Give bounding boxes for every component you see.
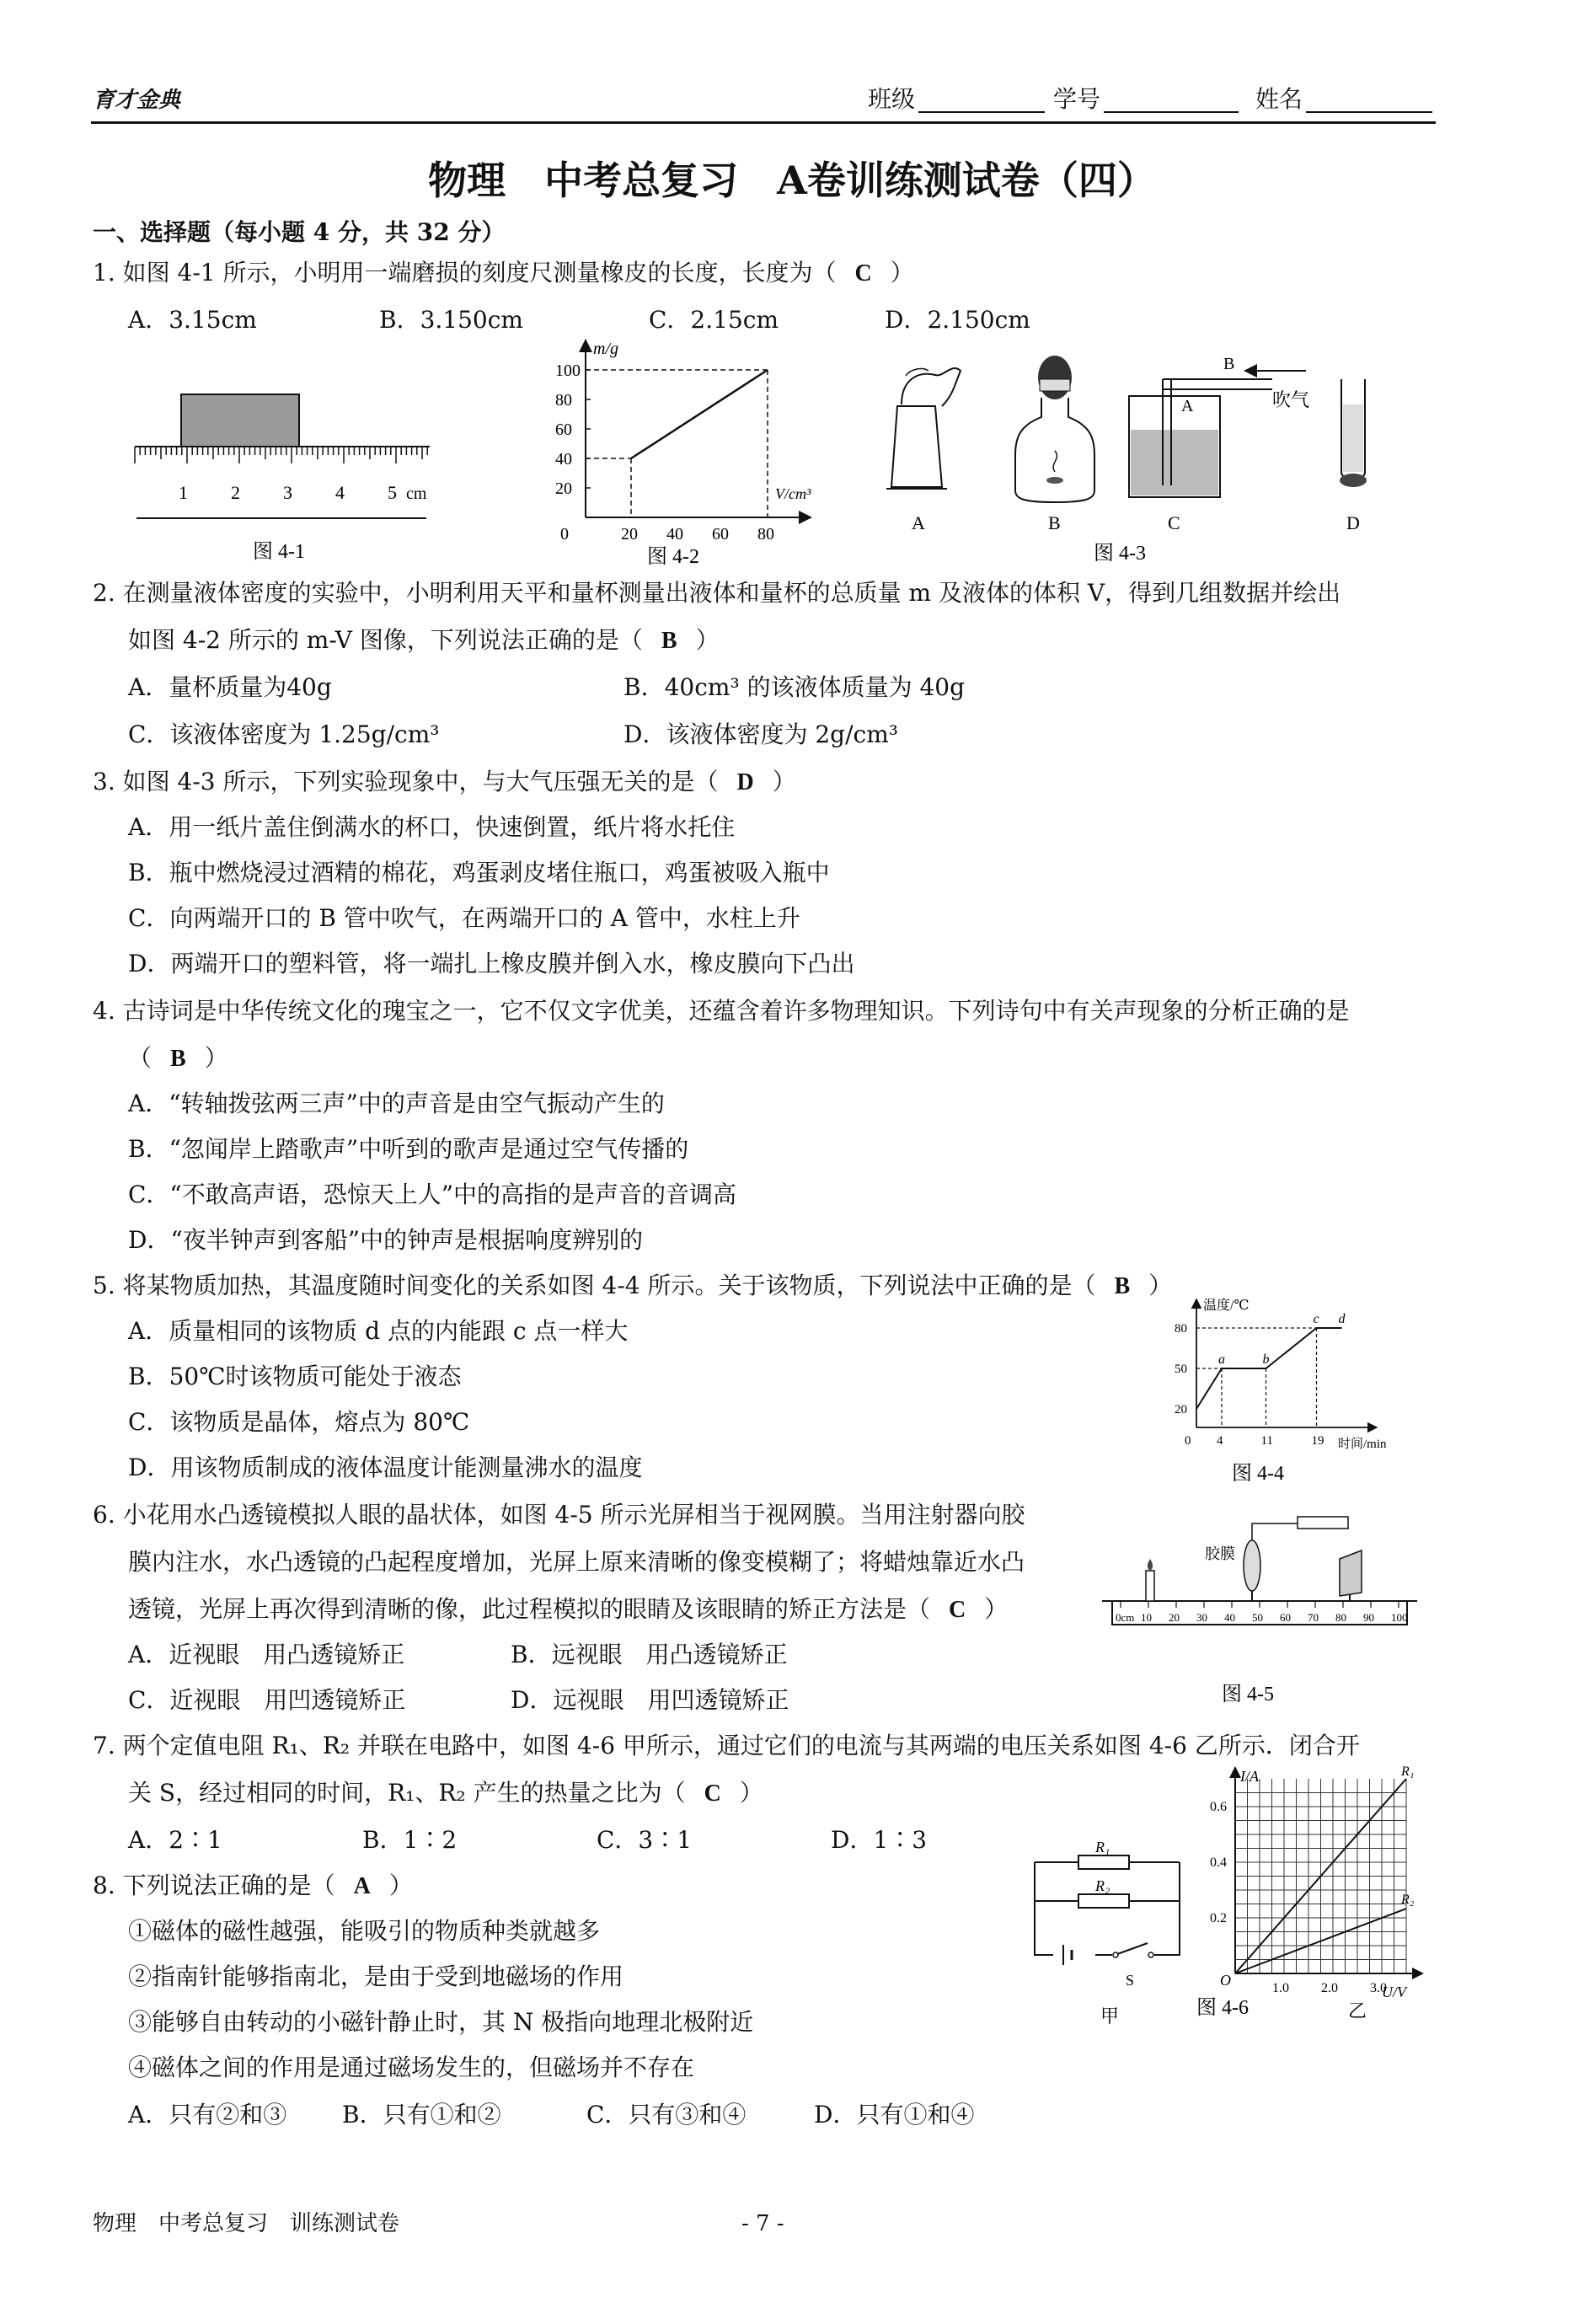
fig44-series-line [1196,1328,1342,1409]
fig46-ytick: 0.4 [1210,1855,1227,1870]
fig42-xtick: 60 [712,525,729,544]
fig44-point-label: d [1338,1312,1346,1326]
q1-stem: 1. 如图 4-1 所示，小明用一端磨损的刻度尺测量橡皮的长度，长度为（ C ） [93,259,914,286]
q5-option-a: A．质量相同的该物质 d 点的内能跟 c 点一样大 [128,1317,629,1345]
eraser [181,394,299,447]
q4-option-b: B．“忽闻岸上踏歌声”中听到的歌声是通过空气传播的 [128,1135,689,1163]
figure-4-5 [1095,1508,1424,1711]
q6-stem-line2: 膜内注水，水凸透镜的凸起程度增加，光屏上原来清晰的像变模糊了；将蜡烛靠近水凸 [128,1548,1025,1576]
fig44-point-label: c [1313,1312,1319,1326]
q6-stem-line3: 透镜，光屏上再次得到清晰的像，此过程模拟的眼睛及该眼睛的矫正方法是（ C ） [128,1595,1009,1623]
q5-stem: 5. 将某物质加热，其温度随时间变化的关系如图 4-4 所示。关于该物质，下列说法中正确的是（ B ） [93,1272,1173,1299]
fig46-ylabel: I/A [1240,1768,1259,1785]
fig46-xtick: 2.0 [1321,1981,1338,1995]
fig46-ytick: 0.2 [1210,1911,1227,1925]
q3-option-d: D．两端开口的塑料管，将一端扎上橡皮膜并倒入水，橡皮膜向下凸出 [128,950,855,977]
fig45-film-label: 胶膜 [1205,1545,1235,1562]
fig46-xtick: 1.0 [1272,1981,1289,1995]
q3-option-b: B．瓶中燃烧浸过酒精的棉花，鸡蛋剥皮堵住瓶口，鸡蛋被吸入瓶中 [128,859,830,886]
fig46-origin: O [1220,1972,1231,1989]
q2-stem-line2: 如图 4-2 所示的 m-V 图像，下列说法正确的是（ B ） [128,626,720,654]
page-title: 物理 中考总复习 A卷训练测试卷（四） [428,158,1156,203]
q4-stem-line1: 4. 古诗词是中华传统文化的瑰宝之一，它不仅文字优美，还蕴含着许多物理知识。下列诗句中有关声现象的分析正确的是 [93,997,1350,1025]
fig46-sub-b: 乙 [1348,2000,1367,2021]
q4-option-d: D．“夜半钟声到客船”中的钟声是根据响度辨别的 [128,1226,644,1254]
figure-4-1 [126,379,447,573]
circuit-r1: R₁ [1095,1839,1110,1855]
q7-option-c: C．3∶1 [597,1826,693,1854]
q5-option-b: B．50℃时该物质可能处于液态 [128,1363,462,1390]
q1-option-b: B．3.150cm [379,306,523,334]
bench-tick-label: 0cm [1116,1611,1135,1624]
q2-stem-line1: 2. 在测量液体密度的实验中，小明利用天平和量杯测量出液体和量杯的总质量 m 及液体的体积 V，得到几组数据并绘出 [93,579,1341,607]
bench-tick-label: 70 [1308,1611,1319,1624]
figure-4-5-caption: 图 4-5 [1222,1684,1274,1706]
fig44-ytick: 50 [1175,1363,1187,1376]
circuit-diagram [1035,1855,1180,1955]
fig44-xtick: 0 [1185,1434,1191,1448]
fig44-xlabel: 时间/min [1338,1438,1387,1451]
figure-4-2 [522,330,826,575]
bench-tick-label: 50 [1252,1611,1263,1624]
q8-statement-4: ④磁体之间的作用是通过磁场发生的，但磁场并不存在 [128,2054,695,2081]
q6-option-c: C．近视眼 用凹透镜矫正 [128,1686,406,1714]
bench-tick-label: 90 [1363,1611,1374,1624]
fig44-ytick: 80 [1175,1322,1187,1336]
water-lens [1244,1517,1348,1601]
q1-option-c: C．2.15cm [649,306,779,334]
fig42-ytick: 100 [555,361,581,380]
brand: 育才金典 [93,88,181,113]
q7-option-a: A．2∶1 [128,1826,222,1854]
figure-4-6-caption: 图 4-6 [1196,1997,1249,2019]
fig46-xlabel: U/V [1382,1984,1406,2000]
fig42-ytick: 80 [555,391,572,410]
fig43-a-cup [886,368,961,489]
fig44-point-label: b [1262,1352,1270,1367]
figure-4-3 [876,345,1415,573]
bench-tick-label: 10 [1141,1611,1152,1624]
q4-stem-line2: （ B ） [128,1044,228,1072]
q6-option-a: A．近视眼 用凸透镜矫正 [128,1641,405,1668]
bench-tick-label: 100 [1391,1611,1408,1624]
fig43-d-tube [1340,379,1367,487]
ruler-label-1: 1 [179,482,188,503]
fig46-ytick: 0.6 [1210,1800,1227,1814]
q7-option-d: D．1∶3 [831,1826,928,1854]
circuit-r2: R₂ [1095,1877,1110,1894]
q4-answer: B [170,1046,186,1072]
q6-option-d: D．远视眼 用凹透镜矫正 [511,1686,789,1714]
fig43-label-b: B [1048,512,1061,533]
q5-answer: B [1114,1273,1131,1299]
fig46-sub-a: 甲 [1100,2005,1120,2027]
figure-4-4-caption: 图 4-4 [1232,1463,1284,1485]
fig43-tube-a: A [1181,397,1194,415]
q2-option-b: B．40cm³ 的该液体质量为 40g [623,673,966,701]
fig42-ytick: 20 [555,479,572,498]
fig44-ylabel: 温度/℃ [1203,1299,1250,1313]
light-screen [1340,1550,1362,1601]
bench-tick-label: 30 [1196,1611,1207,1624]
fig42-series-line [631,370,768,458]
bench-tick-label: 20 [1169,1611,1180,1624]
footer-left: 物理 中考总复习 训练测试卷 [93,2211,400,2236]
q3-option-a: A．用一纸片盖住倒满水的杯口，快速倒置，纸片将水托住 [128,813,736,841]
fig43-blow: 吹气 [1272,389,1310,410]
fig42-ytick: 40 [555,450,572,469]
fig42-xtick: 0 [560,525,569,544]
q1-option-a: A．3.15cm [128,306,257,334]
q8-statement-2: ②指南针能够指南北，是由于受到地磁场的作用 [128,1963,624,1990]
q7-stem-line2: 关 S，经过相同的时间，R₁、R₂ 产生的热量之比为（ C ） [128,1779,763,1807]
q7-stem-line1: 7. 两个定值电阻 R₁、R₂ 并联在电路中，如图 4-6 甲所示，通过它们的电流与其两端的电压关系如图 4-6 乙所示．闭合开 [93,1732,1360,1759]
page-number: - 7 - [741,2211,784,2236]
ruler-label-5: 5 [388,482,397,503]
q7-option-b: B．1∶2 [362,1826,458,1854]
fig42-xtick: 80 [757,525,774,544]
section-heading: 一、选择题（每小题 4 分，共 32 分） [93,218,506,246]
id-label: 学号 [1053,85,1101,113]
id-blank[interactable] [1104,111,1239,113]
q2-option-c: C．该液体密度为 1.25g/cm³ [128,720,440,748]
fig43-tube-b: B [1223,355,1235,373]
bench-tick-label: 80 [1335,1611,1346,1624]
q7-answer: C [704,1780,721,1807]
q8-statement-3: ③能够自由转动的小磁针静止时，其 N 极指向地理北极附近 [128,2008,754,2036]
fig44-ytick: 20 [1175,1403,1187,1416]
fig42-xlabel: V/cm³ [775,485,811,502]
bench-tick-label: 60 [1280,1611,1291,1624]
q2-option-d: D．该液体密度为 2g/cm³ [623,720,898,748]
ruler-label-4: 4 [335,482,345,503]
q6-answer: C [949,1597,966,1623]
syringe [1298,1517,1348,1529]
ruler-unit: cm [406,485,427,503]
q4-option-c: C．“不敢高声语，恐惊天上人”中的高指的是声音的音调高 [128,1181,737,1208]
q8-option-a: A．只有②和③ [128,2101,287,2129]
fig43-b-bottle [1015,356,1094,502]
fig43-label-c: C [1168,512,1180,533]
fig42-ylabel: m/g [593,340,618,358]
q4-option-a: A．“转轴拨弦两三声”中的声音是由空气振动产生的 [128,1090,665,1117]
fig46-r2-label: R₂ [1401,1893,1415,1908]
fig46-xtick: 3.0 [1370,1981,1387,1995]
q2-answer: B [661,628,677,654]
q1-option-d: D．2.150cm [885,306,1030,334]
fig43-label-a: A [912,512,925,533]
q8-statement-1: ①磁体的磁性越强，能吸引的物质种类就越多 [128,1917,601,1945]
fig42-ytick: 60 [555,420,572,439]
fig42-xtick: 20 [621,525,638,544]
circuit-switch: S [1126,1972,1135,1989]
name-label: 姓名 [1255,85,1303,113]
q3-option-c: C．向两端开口的 B 管中吹气，在两端开口的 A 管中，水柱上升 [128,904,800,932]
q1-answer: C [854,260,872,286]
fig44-xtick: 19 [1311,1434,1324,1448]
q8-stem: 8. 下列说法正确的是（ A ） [93,1872,413,1899]
class-label: 班级 [868,85,916,113]
ruler-label-2: 2 [231,482,240,503]
q2-option-a: A．量杯质量为40g [128,673,332,701]
header-rule [91,121,1436,124]
q6-option-b: B．远视眼 用凸透镜矫正 [511,1641,788,1668]
q8-option-c: C．只有③和④ [586,2101,747,2129]
q8-option-d: D．只有①和④ [814,2101,975,2129]
fig43-label-d: D [1346,512,1360,533]
fig44-xtick: 11 [1260,1434,1273,1448]
fig44-xtick: 4 [1217,1434,1223,1448]
figure-4-3-caption: 图 4-3 [1094,543,1146,565]
q5-option-c: C．该物质是晶体，熔点为 80℃ [128,1408,470,1436]
q3-stem: 3. 如图 4-3 所示，下列实验现象中，与大气压强无关的是（ D ） [93,768,796,795]
fig42-xtick: 40 [666,525,683,544]
candle [1146,1559,1154,1601]
figure-4-6 [1019,1764,1424,2034]
ruler-label-3: 3 [283,482,292,503]
name-blank[interactable] [1306,111,1432,113]
q8-answer: A [353,1873,371,1899]
figure-4-1-caption: 图 4-1 [253,541,305,563]
q5-option-d: D．用该物质制成的液体温度计能测量沸水的温度 [128,1454,643,1481]
q6-stem-line1: 6. 小花用水凸透镜模拟人眼的晶状体，如图 4-5 所示光屏相当于视网膜。当用注射器向胶 [93,1501,1025,1529]
q8-option-b: B．只有①和② [342,2101,501,2129]
figure-4-4 [1163,1293,1415,1495]
figure-4-2-caption: 图 4-2 [647,546,699,568]
q3-answer: D [736,769,754,795]
class-blank[interactable] [918,111,1045,113]
bench-tick-label: 40 [1224,1611,1235,1624]
fig44-point-label: a [1218,1352,1225,1367]
switch-pivot [1113,1952,1118,1957]
fig46-r1-label: R₁ [1401,1764,1415,1779]
